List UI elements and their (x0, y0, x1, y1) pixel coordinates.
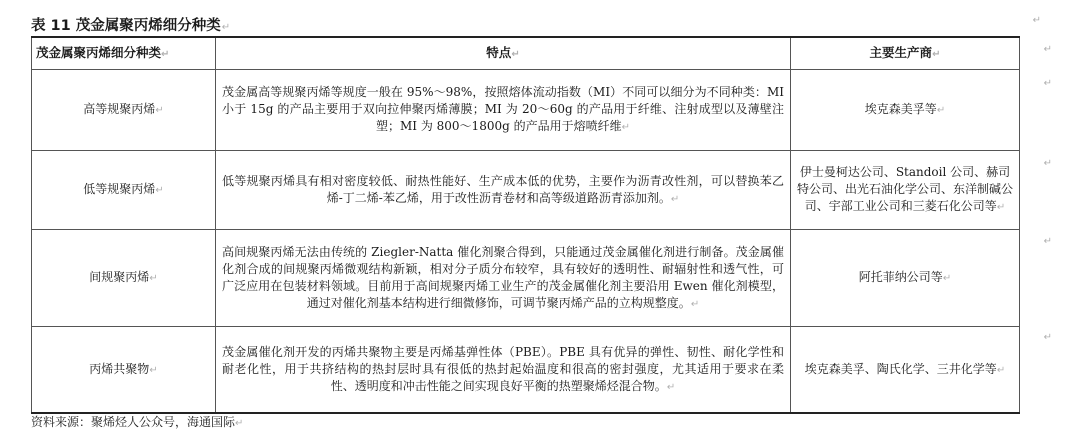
row-features-text: 低等规聚丙烯具有相对密度较低、耐热性能好、生产成本低的优势，主要作为沥青改性剂，可以替换苯乙烯-丁二烯-苯乙烯，用于改性沥青卷材和高等级道路沥青添加剂。 (222, 173, 784, 205)
row-manufacturers (791, 327, 1020, 414)
table-title (31, 12, 1041, 36)
metallocene-pp-table (31, 36, 1020, 414)
row-category (32, 151, 216, 230)
paragraph-mark-icon: ↵ (1032, 15, 1041, 26)
row-features-text: 茂金属催化剂开发的丙烯共聚物主要是丙烯基弹性体（PBE）。PBE 具有优异的弹性、韧性、耐化学性和耐老化性，用于共挤结构的热封层时具有很低的热封起始温度和很高的密封强度，尤其适用于要求在柔性、透明度和冲击性能之间实现良好平衡的热塑聚烯烃混合物。 (222, 344, 784, 393)
paragraph-mark-icon: ↵ (666, 381, 676, 393)
paragraph-mark-icon: ↵ (670, 193, 680, 205)
paragraph-mark-icon: ↵ (690, 298, 700, 310)
header-manufacturers (791, 37, 1020, 70)
row-manufacturers (791, 70, 1020, 151)
header-category-label: 茂金属聚丙烯细分种类 (36, 45, 162, 60)
paragraph-mark-icon: ↵ (221, 22, 231, 33)
row-features (216, 151, 791, 230)
header-features (216, 37, 791, 70)
row-category-text: 高等规聚丙烯 (83, 102, 156, 116)
row-features (216, 230, 791, 327)
row-category (32, 70, 216, 151)
row-features-text: 茂金属高等规聚丙烯等规度一般在 95%～98%，按照熔体流动指数（MI）不同可以细分为不同种类：MI 小于 15g 的产品主要用于双向拉伸聚丙烯薄膜；MI 为 20～60g 的产品用于纤维、注射成型以及薄壁注塑；MI 为 800～1800g 的产品用于熔喷纤维 (222, 85, 784, 133)
row-features (216, 327, 791, 414)
table-row (32, 327, 1020, 414)
paragraph-mark-icon: ↵ (1043, 332, 1052, 343)
row-category-text: 低等规聚丙烯 (83, 182, 156, 196)
paragraph-mark-icon: ↵ (996, 202, 1006, 213)
table-header-row (32, 37, 1020, 70)
paragraph-mark-icon: ↵ (942, 273, 952, 284)
paragraph-mark-icon: ↵ (1043, 236, 1052, 247)
row-category-text: 丙烯共聚物 (89, 361, 150, 376)
row-category (32, 327, 216, 414)
table-row (32, 230, 1020, 327)
header-features-label: 特点 (486, 45, 512, 60)
paragraph-mark-icon: ↵ (155, 105, 164, 116)
row-features-text: 高间规聚丙烯无法由传统的 Ziegler-Natta 催化剂聚合得到，只能通过茂金属催化剂进行制备。茂金属催化剂合成的间规聚丙烯微观结构新颖，相对分子质分布较窄，具有较好的透明性、耐辐射性和透气性，可广泛应用在包装材料领域。目前用于高间规聚丙烯工业生产的茂金属催化剂主要沿用 Ewen 催化剂模型，通过对催化剂基本结构进行细微修饰，可调节聚丙烯产品的立构规整度。 (222, 244, 784, 310)
paragraph-mark-icon: ↵ (1043, 158, 1052, 169)
row-manufacturers-text: 埃克森美孚、陶氏化学、三井化学等 (804, 361, 997, 376)
source-text: 资料来源：聚烯烃人公众号，海通国际 (31, 415, 236, 429)
row-manufacturers (791, 151, 1020, 230)
paragraph-mark-icon: ↵ (235, 418, 244, 429)
source-note (31, 413, 243, 430)
row-category-text: 间规聚丙烯 (89, 270, 150, 284)
paragraph-mark-icon: ↵ (161, 49, 170, 60)
row-category (32, 230, 216, 327)
table-title-label: 表 11 茂金属聚丙烯细分种类 (31, 18, 221, 34)
row-manufacturers (791, 230, 1020, 327)
paragraph-mark-icon: ↵ (511, 49, 520, 60)
table-row (32, 70, 1020, 151)
paragraph-mark-icon: ↵ (149, 273, 158, 284)
paragraph-mark-icon: ↵ (1043, 78, 1052, 89)
row-manufacturers-text: 伊士曼柯达公司、Standoil 公司、赫司特公司、出光石油化学公司、东洋制碱公司、宇部工业公司和三菱石化公司等 (797, 165, 1014, 213)
paragraph-mark-icon: ↵ (996, 364, 1006, 376)
paragraph-mark-icon: ↵ (149, 364, 158, 376)
row-features (216, 70, 791, 151)
paragraph-mark-icon: ↵ (932, 49, 941, 60)
paragraph-mark-icon: ↵ (936, 105, 946, 116)
paragraph-mark-icon: ↵ (1043, 44, 1052, 55)
paragraph-mark-icon: ↵ (155, 185, 164, 196)
table-row (32, 151, 1020, 230)
row-manufacturers-text: 埃克森美孚等 (864, 102, 937, 116)
paragraph-mark-icon: ↵ (621, 122, 630, 133)
header-category (32, 37, 216, 70)
row-manufacturers-text: 阿托菲纳公司等 (858, 270, 943, 284)
table-title-text (31, 14, 230, 35)
header-manufacturers-label: 主要生产商 (869, 45, 933, 60)
